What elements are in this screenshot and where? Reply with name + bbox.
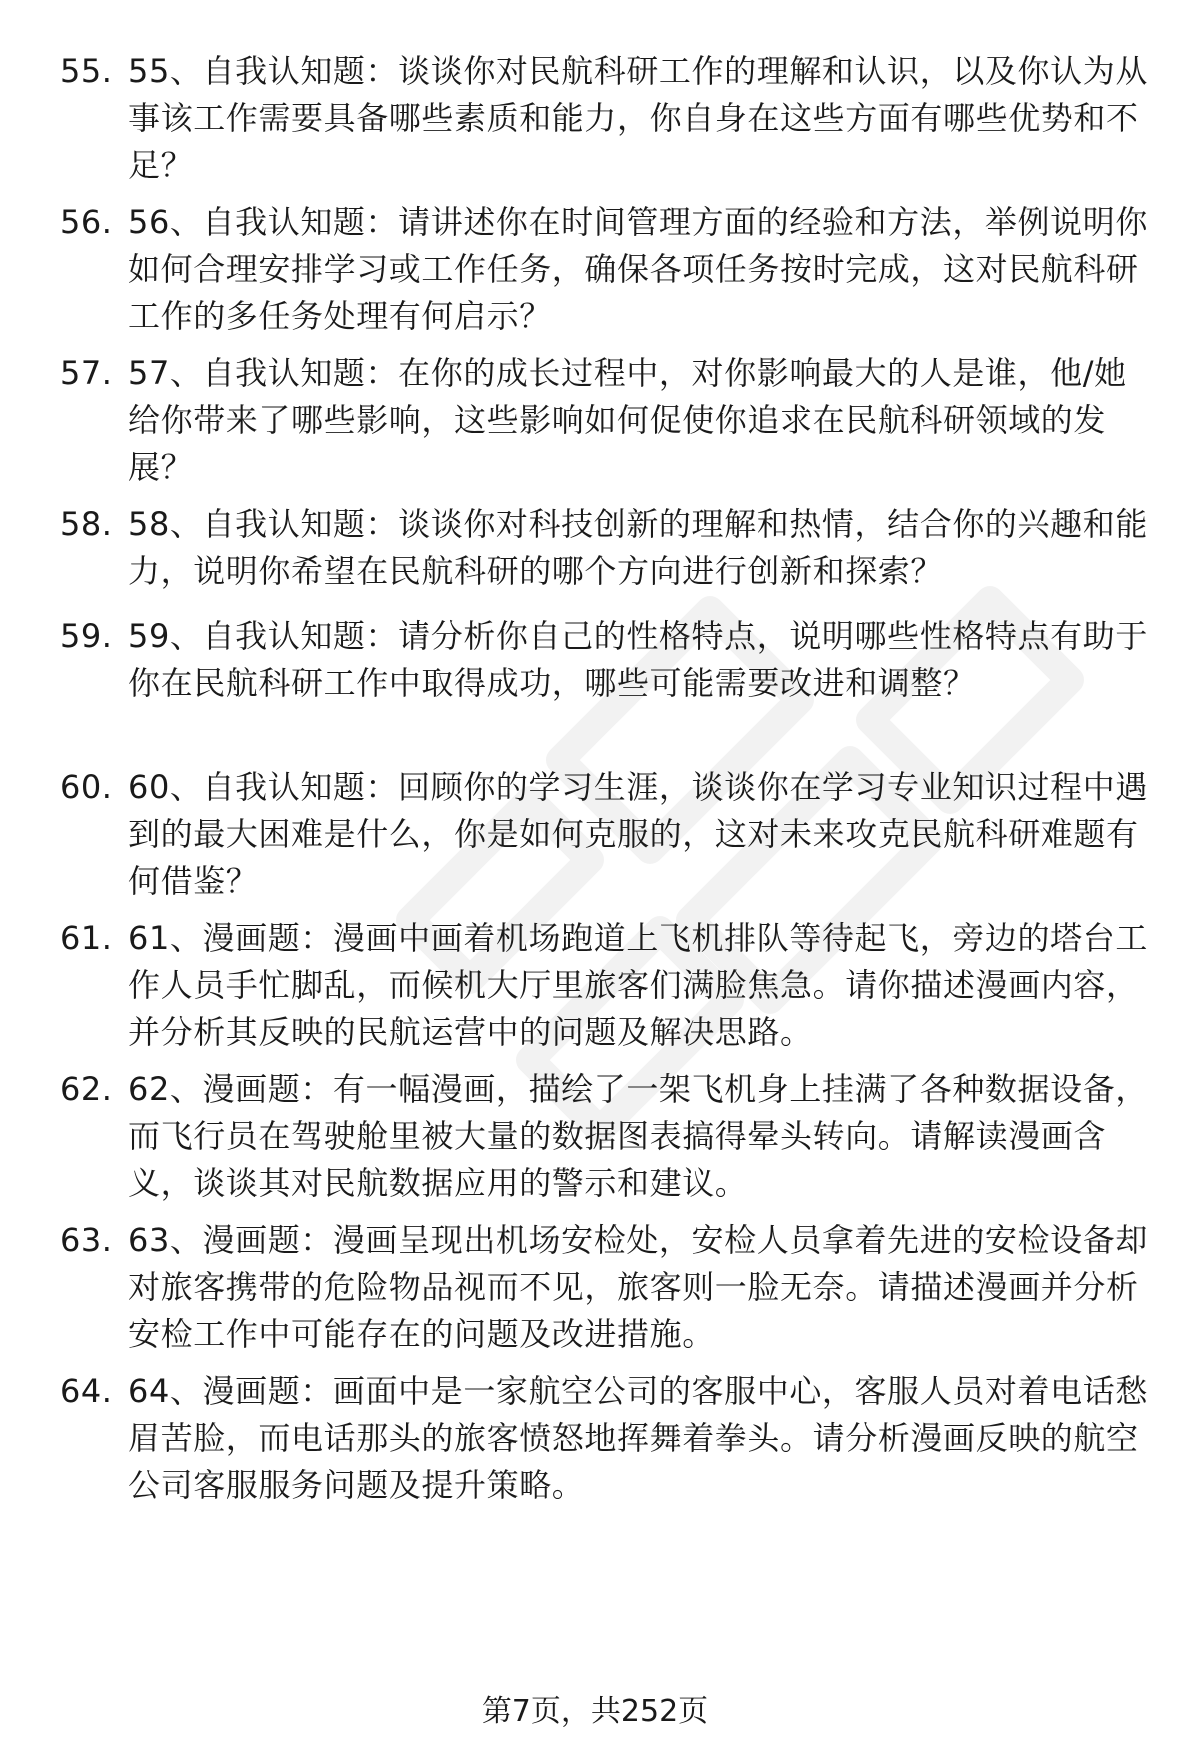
question-number: 56. xyxy=(60,203,113,241)
question-number: 62. xyxy=(60,1070,113,1108)
list-item xyxy=(0,1217,1190,1368)
list-item xyxy=(0,48,1190,199)
question-number: 61. xyxy=(60,919,113,957)
question-number: 60. xyxy=(60,768,113,806)
question-text: 58、自我认知题：谈谈你对科技创新的理解和热情，结合你的兴趣和能力，说明你希望在民航科研的哪个方向进行创新和探索？ xyxy=(128,505,1148,590)
question-text: 64、漫画题：画面中是一家航空公司的客服中心，客服人员对着电话愁眉苦脸，而电话那头的旅客愤怒地挥舞着拳头。请分析漫画反映的航空公司客服服务问题及提升策略。 xyxy=(128,1372,1148,1504)
question-text: 61、漫画题：漫画中画着机场跑道上飞机排队等待起飞，旁边的塔台工作人员手忙脚乱，而候机大厅里旅客们满脸焦急。请你描述漫画内容，并分析其反映的民航运营中的问题及解决思路。 xyxy=(128,919,1148,1051)
list-item xyxy=(0,1368,1190,1519)
question-number: 59. xyxy=(60,617,113,655)
question-text: 63、漫画题：漫画呈现出机场安检处，安检人员拿着先进的安检设备却对旅客携带的危险物品视而不见，旅客则一脸无奈。请描述漫画并分析安检工作中可能存在的问题及改进措施。 xyxy=(128,1221,1148,1353)
question-number: 58. xyxy=(60,505,113,543)
question-number: 55. xyxy=(60,52,113,90)
list-item xyxy=(0,199,1190,350)
question-text: 60、自我认知题：回顾你的学习生涯，谈谈你在学习专业知识过程中遇到的最大困难是什么，你是如何克服的，这对未来攻克民航科研难题有何借鉴？ xyxy=(128,768,1148,900)
question-text: 62、漫画题：有一幅漫画，描绘了一架飞机身上挂满了各种数据设备，而飞行员在驾驶舱里被大量的数据图表搞得晕头转向。请解读漫画含义，谈谈其对民航数据应用的警示和建议。 xyxy=(128,1070,1148,1202)
question-text: 55、自我认知题：谈谈你对民航科研工作的理解和认识，以及你认为从事该工作需要具备哪些素质和能力，你自身在这些方面有哪些优势和不足？ xyxy=(128,52,1148,184)
question-number: 57. xyxy=(60,354,113,392)
list-item xyxy=(0,1066,1190,1217)
list-item xyxy=(0,915,1190,1066)
question-list xyxy=(0,48,1190,1519)
list-item xyxy=(0,350,1190,501)
page-footer: 第7页，共252页 xyxy=(481,1694,709,1729)
question-text: 57、自我认知题：在你的成长过程中，对你影响最大的人是谁，他/她给你带来了哪些影响，这些影响如何促使你追求在民航科研领域的发展？ xyxy=(128,354,1127,486)
question-text: 59、自我认知题：请分析你自己的性格特点，说明哪些性格特点有助于你在民航科研工作中取得成功，哪些可能需要改进和调整？ xyxy=(128,617,1148,702)
list-item xyxy=(0,764,1190,915)
question-number: 63. xyxy=(60,1221,113,1259)
list-item xyxy=(0,501,1190,613)
list-item xyxy=(0,613,1190,764)
question-text: 56、自我认知题：请讲述你在时间管理方面的经验和方法，举例说明你如何合理安排学习或工作任务，确保各项任务按时完成，这对民航科研工作的多任务处理有何启示？ xyxy=(128,203,1148,335)
question-number: 64. xyxy=(60,1372,113,1410)
